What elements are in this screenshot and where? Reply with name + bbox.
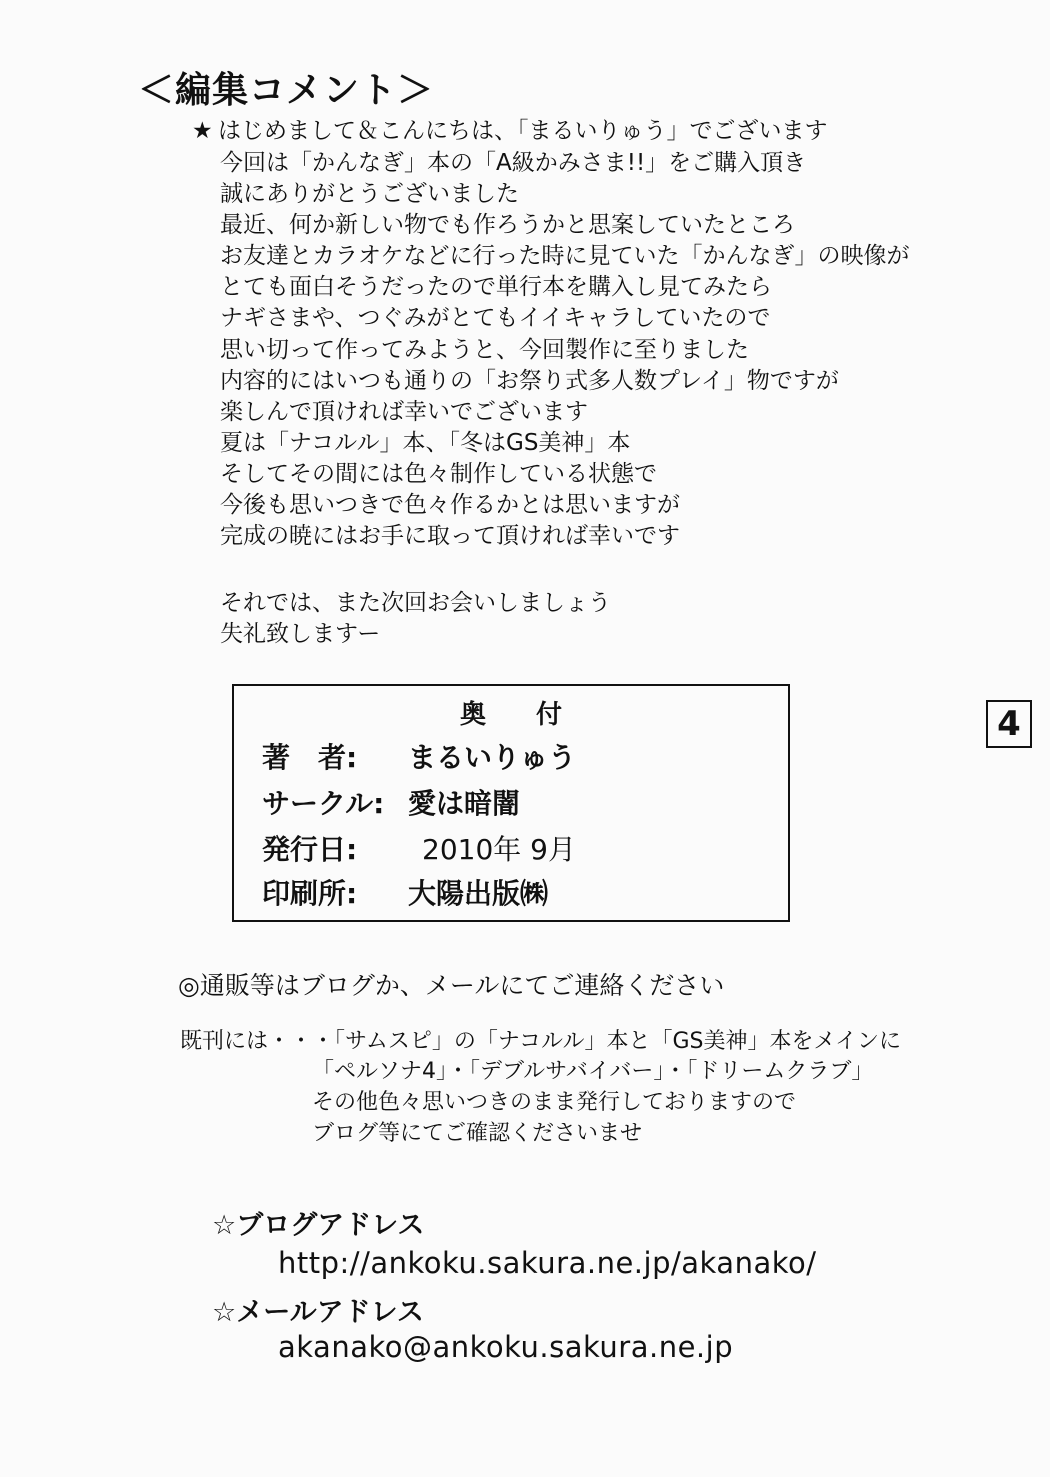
colophon-row-circle: [262, 782, 520, 822]
colophon-row-date: [262, 828, 576, 868]
comment-line: 内容的にはいつも通りの「お祭り式多人数プレイ」物ですが: [220, 367, 839, 394]
comment-line: 今回は「かんなぎ」本の「A級かみさま!!」をご購入頂き: [220, 150, 807, 176]
comment-body: [220, 148, 910, 552]
colophon-box: [232, 684, 790, 922]
back-catalog-line: ブログ等にてご確認くださいませ: [312, 1121, 643, 1146]
comment-line: 夏は「ナコルル」本、「冬はGS美神」本: [220, 429, 631, 456]
page-title: ＜編集コメント＞: [138, 70, 435, 111]
email-address-label: ☆メールアドレス: [212, 1297, 424, 1328]
colophon-key: 発行日:: [262, 833, 358, 866]
comment-line: お友達とカラオケなどに行った時に見ていた「かんなぎ」の映像が: [220, 243, 910, 270]
comment-line: ナギさまや、つぐみがとてもイイキャラしていたので: [220, 305, 771, 332]
colophon-value: 2010年 9月: [422, 833, 576, 866]
page-number: 4: [986, 700, 1032, 748]
blog-address-label: ☆ブログアドレス: [212, 1210, 425, 1241]
colophon-key: サークル:: [262, 787, 385, 820]
closing-remarks: [220, 588, 611, 650]
colophon-row-printer: [262, 872, 548, 912]
mail-order-note: ◎通販等はブログか、メールにてご連絡ください: [178, 971, 725, 1000]
comment-line: とても面白そうだったので単行本を購入し見てみたら: [220, 274, 772, 301]
comment-first-line: [192, 116, 828, 147]
comment-line: 完成の暁にはお手に取って頂ければ幸いです: [220, 523, 680, 550]
back-catalog-first-line: 既刊には・・・「サムスピ」の「ナコルル」本と「GS美神」本をメインに: [180, 1029, 902, 1054]
colophon-key: 印刷所:: [262, 877, 358, 910]
star-icon: ★: [192, 118, 213, 144]
comment-line: 今後も思いつきで色々作るかとは思いますが: [220, 492, 680, 519]
comment-line: そしてその間には色々制作している状態で: [220, 460, 657, 487]
colophon-row-author: [262, 736, 576, 776]
colophon-title: 奥付: [459, 700, 612, 730]
comment-line: 最近、何か新しい物でも作ろうかと思案していたところ: [220, 212, 795, 239]
colophon-value: 愛は暗闇: [408, 787, 521, 820]
back-catalog-line: 「ペルソナ4」・「デブルサバイバー」・「ドリームクラブ」: [312, 1059, 874, 1084]
comment-line: 楽しんで頂ければ幸いでございます: [220, 398, 588, 425]
back-catalog-body: [312, 1056, 873, 1149]
colophon-value: 大陽出版㈱: [408, 877, 549, 910]
comment-line: 思い切って作ってみようと、今回製作に至りました: [220, 336, 749, 363]
closing-line: 失礼致しますー: [220, 621, 381, 647]
closing-line: それでは、また次回お会いしましょう: [220, 590, 611, 616]
colophon-key: 著 者:: [262, 741, 358, 774]
comment-line: はじめまして＆こんにちは、「まるいりゅう」でございます: [218, 118, 828, 144]
email-address-link[interactable]: akanako@ankoku.sakura.ne.jp: [278, 1330, 734, 1364]
blog-url-link[interactable]: http://ankoku.sakura.ne.jp/akanako/: [278, 1246, 817, 1280]
back-catalog-line: その他色々思いつきのまま発行しておりますので: [312, 1090, 797, 1115]
colophon-value: まるいりゅう: [408, 741, 577, 774]
comment-line: 誠にありがとうございました: [220, 181, 519, 208]
